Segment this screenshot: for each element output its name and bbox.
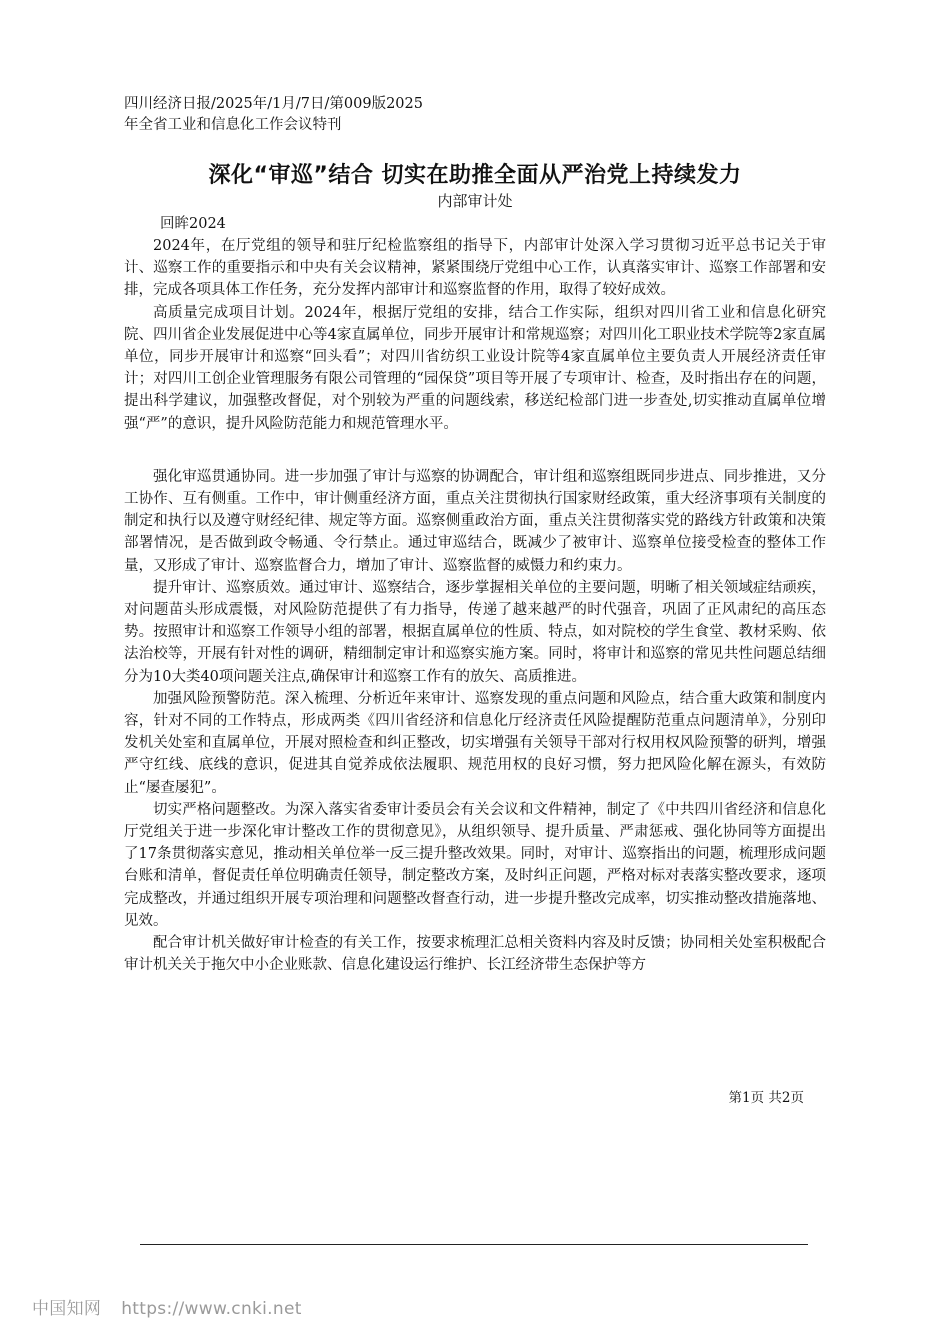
paragraph-intro: 2024年，在厅党组的领导和驻厅纪检监察组的指导下，内部审计处深入学习贯彻习近平总书记关于审计、巡察工作的重要指示和中央有关会议精神，紧紧围绕厅党组中心工作，认真落实审计、巡察工作部署和安排，完成各项具体工作任务，充分发挥内部审计和巡察监督的作用，取得了较好成效。 <box>124 238 826 299</box>
source-citation: 四川经济日报/2025年/1月/7日/第009版2025年全省工业和信息化工作会议特刊 <box>124 96 423 133</box>
article-subtitle: 回眸2024 <box>160 216 226 232</box>
watermark-brand: 中国知网 <box>32 1299 102 1319</box>
cnki-watermark <box>32 1294 322 1319</box>
page-number: 第1页 共2页 <box>728 1090 804 1106</box>
paragraph-cooperation: 配合审计机关做好审计检查的有关工作，按要求梳理汇总相关资料内容及时反馈；协同相关处室积极配合审计机关关于拖欠中小企业账款、信息化建设运行维护、长江经济带生态保护等方 <box>124 935 826 974</box>
paragraph-risk-warning: 加强风险预警防范。深入梳理、分析近年来审计、巡察发现的重点问题和风险点，结合重大政策和制度内容，针对不同的工作特点，形成两类《四川省经济和信息化厅经济责任风险提醒防范重点问题清单》，分别印发机关处室和直属单位，开展对照检查和纠正整改，切实增强有关领导干部对行权用权风险预警的研判，增强严守红线、底线的意识，促进其自觉养成依法履职、规范用权的良好习惯，努力把风险化解在源头，有效防止“屡查屡犯”。 <box>124 690 826 796</box>
paragraph-coordination: 强化审巡贯通协同。进一步加强了审计与巡察的协调配合，审计组和巡察组既同步进点、同步推进，又分工协作、互有侧重。工作中，审计侧重经济方面，重点关注贯彻执行国家财经政策，重大经济事项有关制度的制定和执行以及遵守财经纪律、规定等方面。巡察侧重政治方面，重点关注贯彻落实党的路线方针政策和决策部署情况，是否做到政令畅通、令行禁止。通过审巡结合，既减少了被审计、巡察单位接受检查的整体工作量，又形成了审计、巡察监督合力，增加了审计、巡察监督的威慑力和约束力。 <box>124 468 826 574</box>
footer-divider <box>140 1244 808 1245</box>
watermark-url: https://www.cnki.net <box>121 1299 302 1319</box>
department-name: 内部审计处 <box>437 192 513 210</box>
paragraph-rectification: 切实严格问题整改。为深入落实省委审计委员会有关会议和文件精神，制定了《中共四川省经济和信息化厅党组关于进一步深化审计整改工作的贯彻意见》，从组织领导、提升质量、严肃惩戒、强化协同等方面提出了17条贯彻落实意见，推动相关单位举一反三提升整改效果。同时，对审计、巡察指出的问题，梳理形成问题台账和清单，督促责任单位明确责任领导，制定整改方案，及时纠正问题，严格对标对表落实整改要求，逐项完成整改，并通过组织开展专项治理和问题整改督查行动，进一步提升整改完成率，切实推动整改措施落地、见效。 <box>124 801 826 929</box>
paragraph-gap <box>124 435 826 466</box>
article-body <box>124 235 826 977</box>
paragraph-quality: 提升审计、巡察质效。通过审计、巡察结合，逐步掌握相关单位的主要问题，明晰了相关领域症结顽疾，对问题苗头形成震慑，对风险防范提供了有力指导，传递了越来越严的时代强音，巩固了正风肃纪的高压态势。按照审计和巡察工作领导小组的部署，根据直属单位的性质、特点，如对院校的学生食堂、教材采购、依法治校等，开展有针对性的调研，精细制定审计和巡察实施方案。同时，将审计和巡察的常见共性问题总结细分为10大类40项问题关注点,确保审计和巡察工作有的放矢、高质推进。 <box>124 579 826 685</box>
article-title: 深化“审巡”结合 切实在助推全面从严治党上持续发力 <box>208 163 742 188</box>
paragraph-project-plan: 高质量完成项目计划。2024年，根据厅党组的安排，结合工作实际，组织对四川省工业和信息化研究院、四川省企业发展促进中心等4家直属单位，同步开展审计和常规巡察；对四川化工职业技术学院等2家直属单位，同步开展审计和巡察“回头看”；对四川省纺织工业设计院等4家直属单位主要负责人开展经济责任审计；对四川工创企业管理服务有限公司管理的“园保贷”项目等开展了专项审计、检查，及时指出存在的问题，提出科学建议，加强整改督促，对个别较为严重的问题线索，移送纪检部门进一步查处,切实推动直属单位增强“严”的意识，提升风险防范能力和规范管理水平。 <box>124 304 826 432</box>
